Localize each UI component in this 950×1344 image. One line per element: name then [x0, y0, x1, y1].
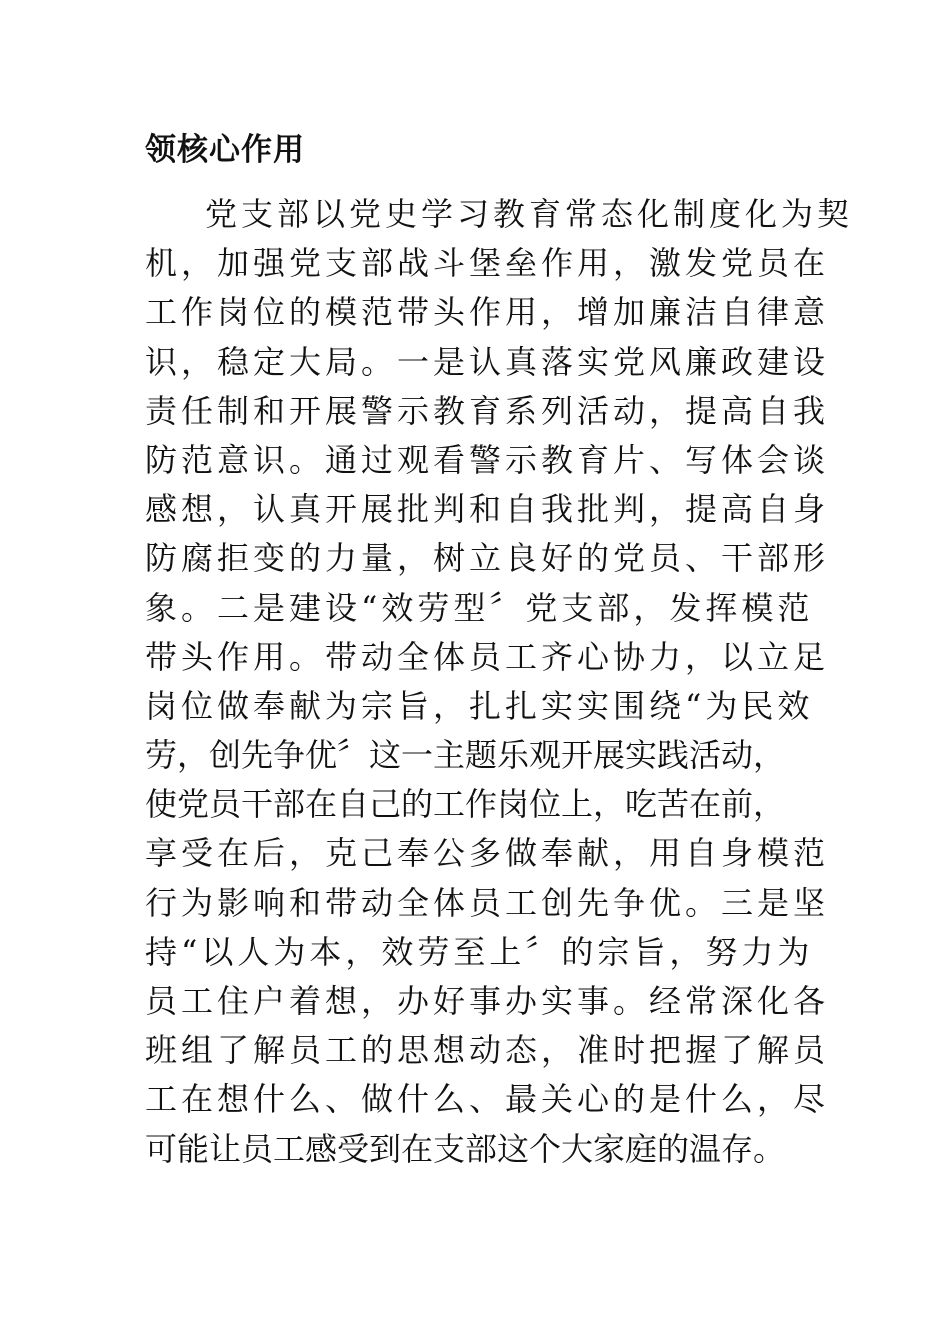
text-line: 享受在后，克己奉公多做奉献，用自身模范	[145, 834, 830, 873]
section-heading: 领核心作用	[145, 132, 305, 168]
text-line: 岗位做奉献为宗旨，扎扎实实围绕“为民效	[145, 686, 814, 725]
text-line: 防腐拒变的力量，树立良好的党员、干部形	[145, 539, 830, 578]
text-line: 班组了解员工的思想动态，准时把握了解员	[145, 1031, 830, 1070]
text-line: 劳，创先争优〞这一主题乐观开展实践活动，	[145, 736, 786, 775]
text-line: 机，加强党支部战斗堡垒作用，激发党员在	[145, 244, 830, 283]
text-line: 可能让员工感受到在支部这个大家庭的温存。	[145, 1129, 786, 1168]
text-line: 防范意识。通过观看警示教育片、写体会谈	[145, 440, 830, 479]
text-line: 使党员干部在自己的工作岗位上，吃苦在前，	[145, 785, 786, 824]
text-line: 感想，认真开展批判和自我批判，提高自身	[145, 490, 830, 529]
text-line: 行为影响和带动全体员工创先争优。三是坚	[145, 883, 830, 922]
text-line: 党支部以党史学习教育常态化制度化为契	[205, 195, 854, 233]
text-line: 带头作用。带动全体员工齐心协力，以立足	[145, 637, 830, 676]
text-line: 象。二是建设“效劳型〞党支部，发挥模范	[145, 588, 814, 627]
text-line: 工作岗位的模范带头作用，增加廉洁自律意	[145, 293, 830, 332]
text-line: 责任制和开展警示教育系列活动，提高自我	[145, 391, 830, 430]
text-line: 识，稳定大局。一是认真落实党风廉政建设	[145, 342, 830, 381]
text-line: 工在想什么、做什么、最关心的是什么，尽	[145, 1080, 830, 1119]
text-line: 员工住户着想，办好事办实事。经常深化各	[145, 982, 830, 1020]
text-line: 持“以人为本，效劳至上〞的宗旨，努力为	[145, 932, 814, 971]
body-paragraph	[145, 190, 854, 1174]
